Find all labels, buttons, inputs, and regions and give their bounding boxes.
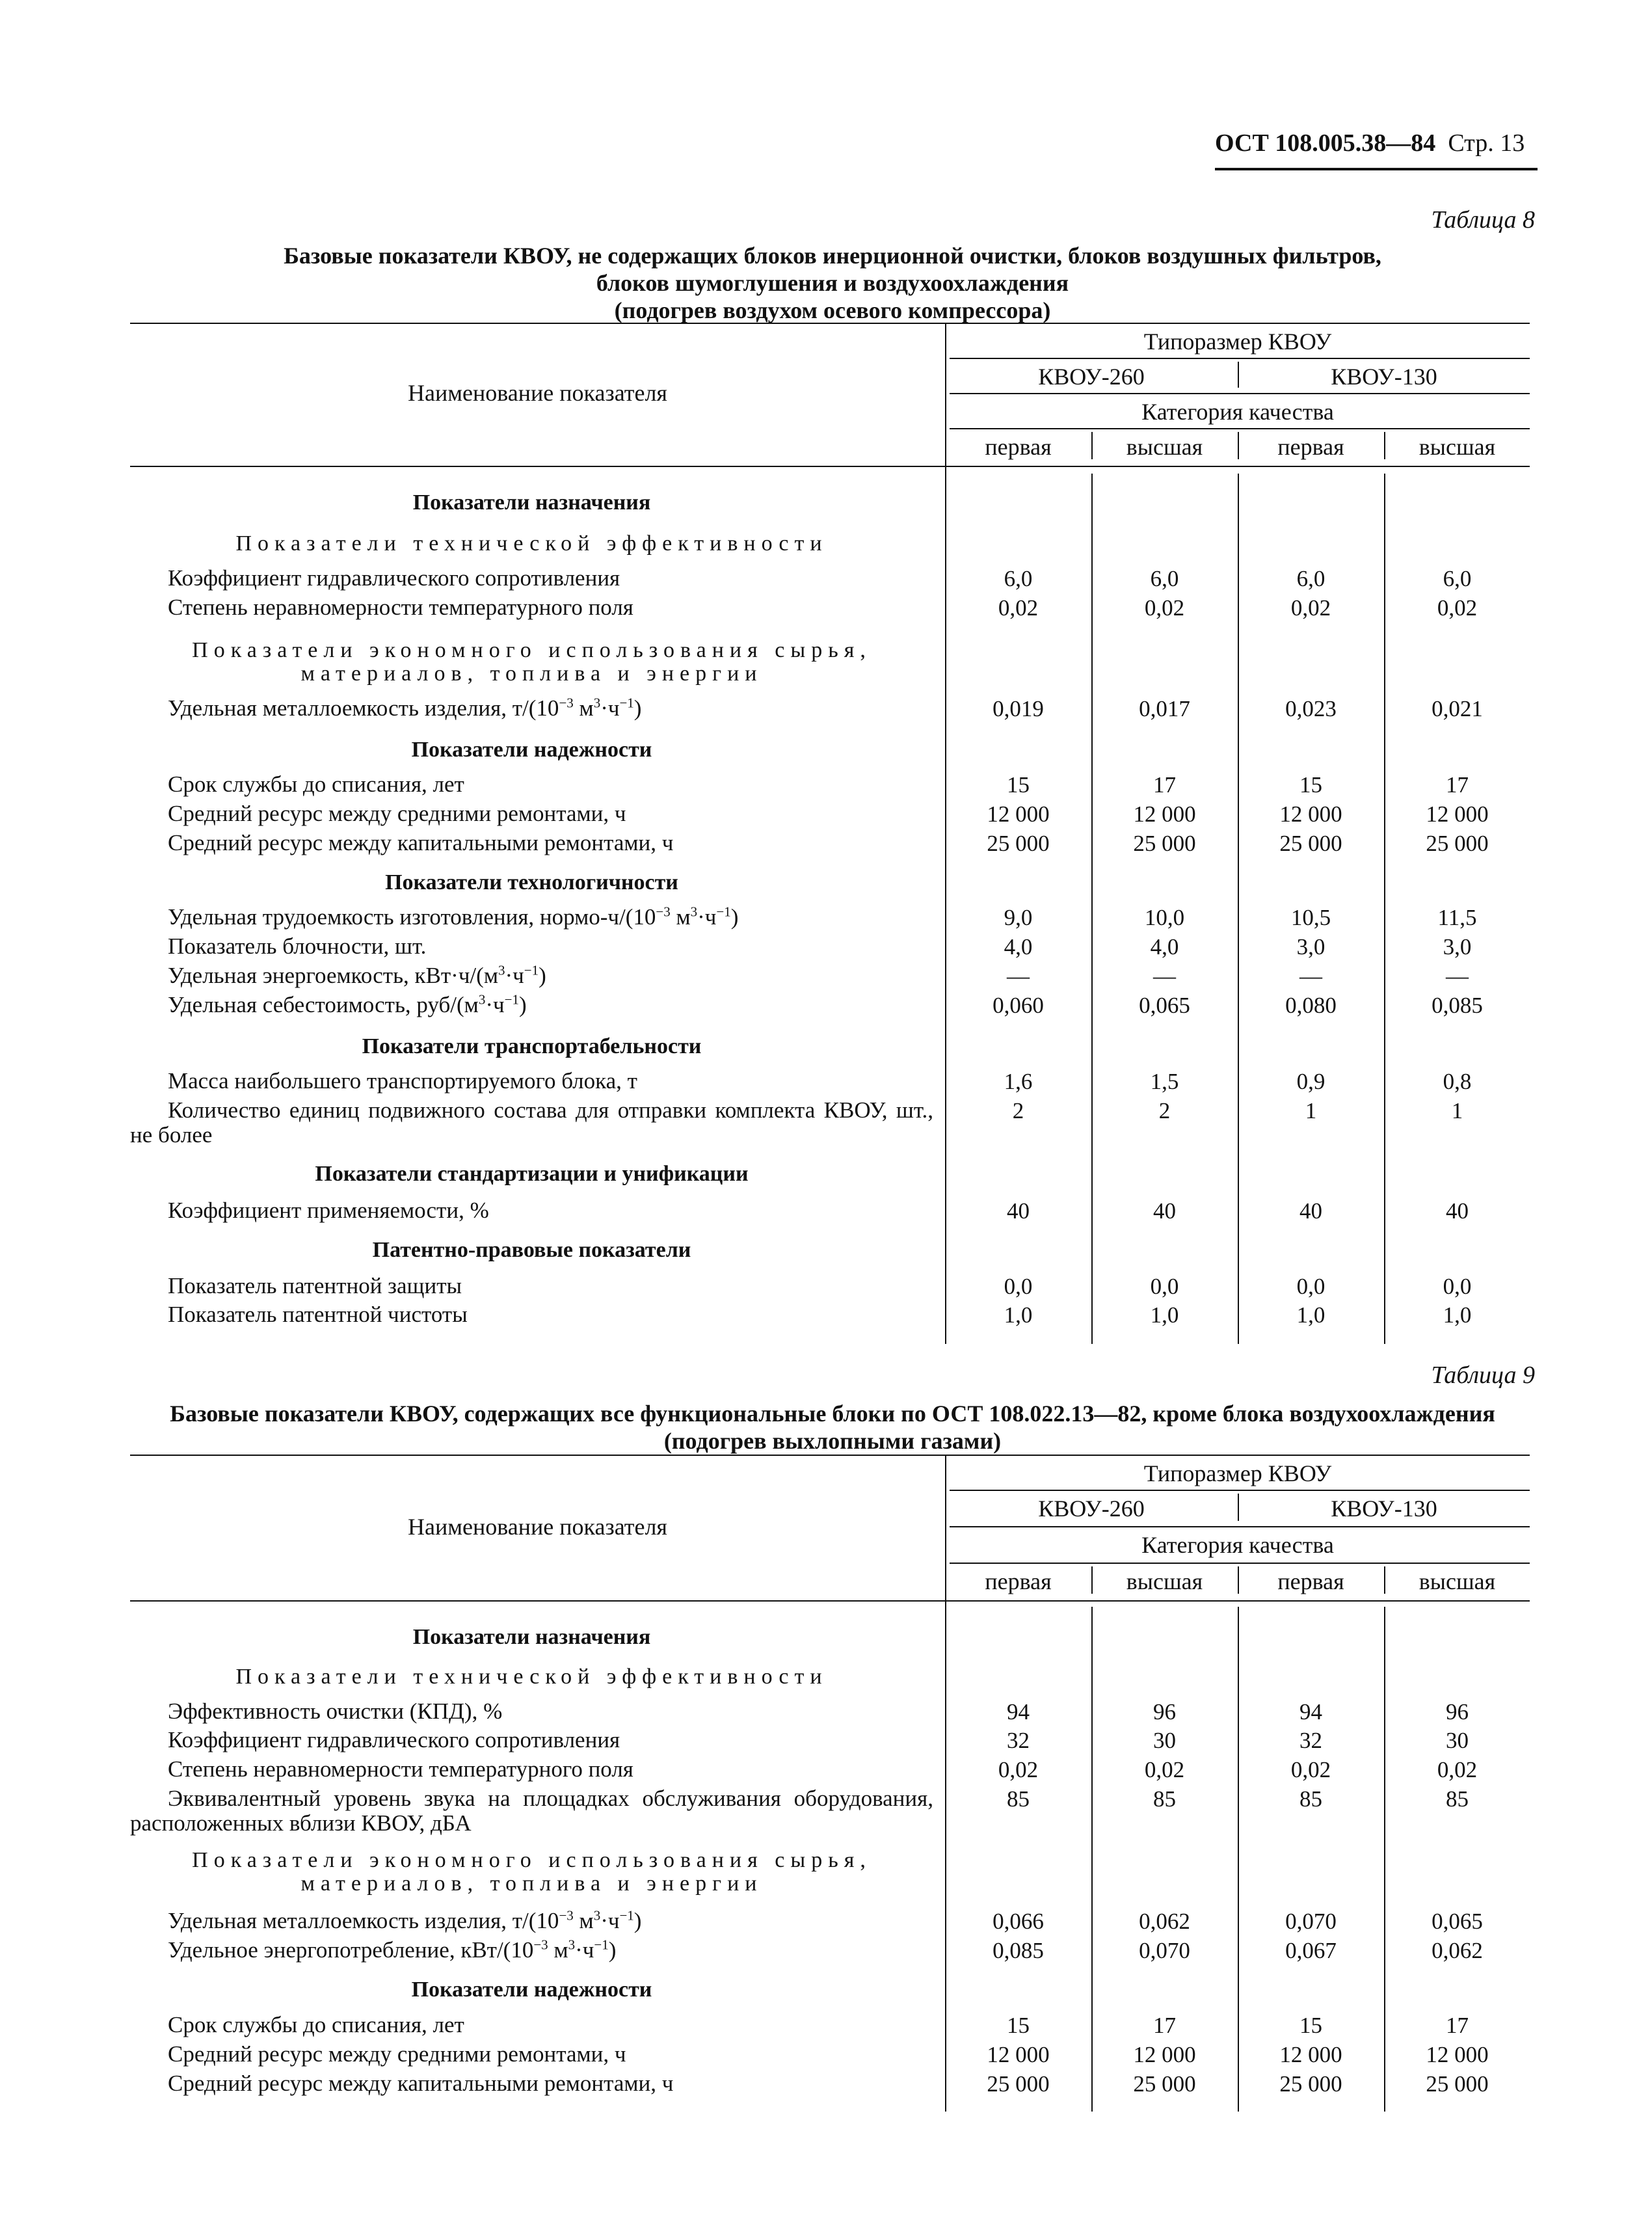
cell-value: 0,9 bbox=[1296, 1069, 1326, 1094]
cell-value: 15 bbox=[1007, 2013, 1030, 2038]
cell-value: 0,0 bbox=[1443, 1274, 1472, 1299]
cell-value: 25 000 bbox=[1279, 831, 1342, 856]
table-9-size-group-header: Типоразмер КВОУ bbox=[1143, 1460, 1332, 1486]
table-9-size-rule bbox=[950, 1490, 1530, 1491]
section-heading: Патентно-правовые показатели bbox=[372, 1238, 691, 1262]
cell-value: 12 000 bbox=[1426, 801, 1489, 827]
table-9-category-group-header: Категория качества bbox=[1141, 1532, 1334, 1558]
page-number: Стр. 13 bbox=[1448, 129, 1525, 157]
cell-value: 25 000 bbox=[1133, 831, 1196, 856]
cell-value: 0,02 bbox=[998, 595, 1039, 621]
row-label: Срок службы до списания, лет bbox=[168, 772, 464, 797]
cell-value: 40 bbox=[1446, 1198, 1469, 1224]
table-9-category-rule bbox=[950, 1563, 1530, 1564]
table-8-caption-line: Базовые показатели КВОУ, не содержащих блоков инерционной очистки, блоков воздушных фильтров, bbox=[284, 243, 1381, 269]
cell-value: 1,0 bbox=[1296, 1302, 1326, 1328]
cell-value: 6,0 bbox=[1296, 566, 1326, 591]
table-9-category-header: высшая bbox=[1126, 1568, 1203, 1594]
table-8-sizes-rule bbox=[950, 393, 1530, 394]
cell-value: 30 bbox=[1446, 1728, 1469, 1753]
row-label: Масса наибольшего транспортируемого блока, т bbox=[168, 1068, 637, 1094]
cell-value: 30 bbox=[1153, 1728, 1176, 1753]
row-label: Показатель патентной чистоты bbox=[168, 1302, 468, 1327]
cell-value: 25 000 bbox=[987, 2071, 1050, 2097]
table-8-size-header: КВОУ-260 bbox=[1038, 364, 1145, 390]
table-9-category-header: первая bbox=[985, 1568, 1052, 1594]
cell-value: 0,017 bbox=[1139, 696, 1190, 721]
table-9-caption-line: (подогрев выхлопными газами) bbox=[663, 1428, 1002, 1454]
cell-value: 11,5 bbox=[1437, 905, 1477, 930]
cell-value: 85 bbox=[1153, 1786, 1176, 1812]
row-label: Показатель патентной защиты bbox=[168, 1273, 462, 1298]
cell-value: 85 bbox=[1446, 1786, 1469, 1812]
cell-value: 25 000 bbox=[1426, 2071, 1489, 2097]
table-8-size-group-header: Типоразмер КВОУ bbox=[1143, 329, 1332, 355]
table-8-category-header: высшая bbox=[1419, 434, 1496, 460]
row-label: Степень неравномерности температурного поля bbox=[168, 1756, 633, 1782]
cell-value: 0,0 bbox=[1150, 1274, 1179, 1299]
cell-value: 10,5 bbox=[1290, 905, 1331, 930]
cell-value: 3,0 bbox=[1443, 934, 1472, 960]
cell-value: 0,0 bbox=[1004, 1274, 1033, 1299]
table-8-size-rule bbox=[950, 358, 1530, 359]
table-9-label: Таблица 9 bbox=[1431, 1362, 1535, 1389]
cell-value: 0,066 bbox=[993, 1909, 1044, 1934]
row-label: Средний ресурс между капитальными ремонтами, ч bbox=[168, 830, 674, 855]
cell-value: 3,0 bbox=[1296, 934, 1326, 960]
row-label: Эффективность очистки (КПД), % bbox=[168, 1698, 503, 1724]
cell-value: 2 bbox=[1158, 1098, 1171, 1123]
table-9-caption-line: Базовые показатели КВОУ, содержащих все функциональные блоки по ОСТ 108.022.13—82, кроме блока воздухоохлаждения bbox=[170, 1401, 1495, 1427]
cell-value: 1,0 bbox=[1004, 1302, 1033, 1328]
row-label: Удельная трудоемкость изготовления, нормо-$ч/(10^{-3}$ $м^3\cdot ч^{-1}$) bbox=[168, 904, 739, 930]
table-8-label: Таблица 8 bbox=[1431, 206, 1535, 234]
cell-value: 1,0 bbox=[1150, 1302, 1179, 1328]
table-9-top-rule bbox=[130, 1455, 1530, 1456]
row-label: Удельная энергоемкость, $кВт\cdot ч/(м^3\cdot ч^{-1})$ bbox=[168, 962, 546, 988]
cell-value: 17 bbox=[1446, 772, 1469, 798]
cell-value: 15 bbox=[1299, 2013, 1322, 2038]
cell-value: 0,065 bbox=[1432, 1909, 1483, 1934]
table-9-header-rule bbox=[130, 1600, 1530, 1602]
cell-value: 1 bbox=[1451, 1098, 1463, 1123]
row-label: Эквивалентный уровень звука на площадках обслуживания оборудования, расположенных вблизи КВОУ, дБА bbox=[130, 1786, 933, 1836]
cell-value: 94 bbox=[1007, 1699, 1030, 1725]
table-9-sizes-rule bbox=[950, 1526, 1530, 1527]
section-heading: Показатели назначения bbox=[412, 1625, 651, 1649]
cell-value: 10,0 bbox=[1144, 905, 1185, 930]
table-8-caption-line: (подогрев воздухом осевого компрессора) bbox=[614, 297, 1051, 323]
cell-value: 96 bbox=[1446, 1699, 1469, 1725]
cell-value: 1,0 bbox=[1443, 1302, 1472, 1328]
cell-value: — bbox=[1446, 963, 1469, 989]
subsection-heading: Показатели технической эффективности bbox=[235, 531, 828, 556]
cell-value: 6,0 bbox=[1443, 566, 1472, 591]
table-9-size-header: КВОУ-130 bbox=[1331, 1496, 1437, 1522]
row-label: Средний ресурс между капитальными ремонтами, ч bbox=[168, 2071, 674, 2096]
subsection-heading: Показатели экономного использования сырья, материалов, топлива и энергии bbox=[192, 1848, 872, 1896]
cell-value: 0,067 bbox=[1285, 1938, 1337, 1963]
cell-value: 15 bbox=[1299, 772, 1322, 798]
cell-value: 9,0 bbox=[1004, 905, 1033, 930]
cell-value: 96 bbox=[1153, 1699, 1176, 1725]
table-8-category-header: высшая bbox=[1126, 434, 1203, 460]
cell-value: 0,0 bbox=[1296, 1274, 1326, 1299]
cell-value: 0,085 bbox=[993, 1938, 1044, 1963]
row-label: Средний ресурс между средними ремонтами, ч bbox=[168, 2041, 626, 2067]
cell-value: 85 bbox=[1299, 1786, 1322, 1812]
cell-value: 40 bbox=[1299, 1198, 1322, 1224]
table-8-size-header: КВОУ-130 bbox=[1331, 364, 1437, 390]
row-label: Удельная себестоимость, руб/$(м^3\cdot ч^{-1})$ bbox=[168, 991, 527, 1017]
section-heading: Показатели надежности bbox=[411, 1978, 652, 2002]
cell-value: — bbox=[1007, 963, 1030, 989]
cell-value: 0,070 bbox=[1139, 1938, 1190, 1963]
page-header bbox=[1215, 129, 1538, 170]
cell-value: 17 bbox=[1446, 2013, 1469, 2038]
cell-value: 6,0 bbox=[1150, 566, 1179, 591]
row-label: Срок службы до списания, лет bbox=[168, 2012, 464, 2037]
row-label: Удельная металлоемкость изделия, $т/(10^{-3}$ $м^3\cdot ч^{-1}$) bbox=[168, 1907, 642, 1933]
cell-value: 0,02 bbox=[1290, 595, 1331, 621]
row-label: Количество единиц подвижного состава для отправки комплекта КВОУ, шт., не более bbox=[130, 1097, 933, 1148]
cell-value: 0,02 bbox=[1437, 595, 1478, 621]
cell-value: 85 bbox=[1007, 1786, 1030, 1812]
cell-value: 15 bbox=[1007, 772, 1030, 798]
cell-value: 0,060 bbox=[993, 993, 1044, 1018]
row-label: Средний ресурс между средними ремонтами, ч bbox=[168, 801, 626, 826]
cell-value: 17 bbox=[1153, 2013, 1176, 2038]
cell-value: 94 bbox=[1299, 1699, 1322, 1725]
row-label: Коэффициент гидравлического сопротивления bbox=[168, 1727, 620, 1752]
cell-value: 12 000 bbox=[987, 2042, 1050, 2067]
cell-value: 0,062 bbox=[1139, 1909, 1190, 1934]
table-8-top-rule bbox=[130, 323, 1530, 324]
cell-value: 0,085 bbox=[1432, 993, 1483, 1018]
row-label: Удельная металлоемкость изделия, $т/(10^{-3}$ $м^3\cdot ч^{-1}$) bbox=[168, 695, 642, 721]
row-label: Степень неравномерности температурного поля bbox=[168, 595, 633, 620]
cell-value: 12 000 bbox=[1426, 2042, 1489, 2067]
cell-value: 1,5 bbox=[1150, 1069, 1179, 1094]
cell-value: 0,062 bbox=[1432, 1938, 1483, 1963]
cell-value: 1,6 bbox=[1004, 1069, 1033, 1094]
table-9-caption bbox=[130, 1400, 1535, 1455]
cell-value: 32 bbox=[1299, 1728, 1322, 1753]
table-8-category-header: первая bbox=[985, 434, 1052, 460]
row-label: Показатель блочности, шт. bbox=[168, 933, 427, 959]
row-label: Удельное энергопотребление, кВт/($10^{-3}$ $м^3\cdot ч^{-1}$) bbox=[168, 1937, 617, 1963]
cell-value: 17 bbox=[1153, 772, 1176, 798]
cell-value: 0,023 bbox=[1285, 696, 1337, 721]
cell-value: 12 000 bbox=[987, 801, 1050, 827]
section-heading: Показатели транспортабельности bbox=[362, 1034, 702, 1058]
subsection-heading: Показатели технической эффективности bbox=[235, 1665, 828, 1689]
section-heading: Показатели назначения bbox=[412, 490, 651, 515]
section-heading: Показатели надежности bbox=[411, 738, 652, 762]
table-8-caption-line: блоков шумоглушения и воздухоохлаждения bbox=[596, 270, 1069, 296]
cell-value: 4,0 bbox=[1004, 934, 1033, 960]
table-8-category-rule bbox=[950, 428, 1530, 429]
cell-value: 0,8 bbox=[1443, 1069, 1472, 1094]
cell-value: 0,021 bbox=[1432, 696, 1483, 721]
cell-value: 0,019 bbox=[993, 696, 1044, 721]
cell-value: 32 bbox=[1007, 1728, 1030, 1753]
table-9-size-header: КВОУ-260 bbox=[1038, 1496, 1145, 1522]
cell-value: 40 bbox=[1153, 1198, 1176, 1224]
row-label: Коэффициент гидравлического сопротивления bbox=[168, 565, 620, 591]
cell-value: 0,080 bbox=[1285, 993, 1337, 1018]
subsection-heading: Показатели экономного использования сырья, материалов, топлива и энергии bbox=[192, 638, 872, 686]
cell-value: 0,02 bbox=[998, 1757, 1039, 1782]
table-8-category-header: первая bbox=[1277, 434, 1344, 460]
cell-value: 0,02 bbox=[1290, 1757, 1331, 1782]
cell-value: 12 000 bbox=[1279, 801, 1342, 827]
table-9-category-header: первая bbox=[1277, 1568, 1344, 1594]
cell-value: 4,0 bbox=[1150, 934, 1179, 960]
table-8-caption bbox=[130, 242, 1535, 324]
table-8-header-rule bbox=[130, 466, 1530, 467]
cell-value: — bbox=[1299, 963, 1322, 989]
cell-value: 25 000 bbox=[1426, 831, 1489, 856]
section-heading: Показатели технологичности bbox=[385, 870, 678, 894]
table-8-category-group-header: Категория качества bbox=[1141, 399, 1334, 425]
row-label: Коэффициент применяемости, % bbox=[168, 1198, 489, 1223]
cell-value: 12 000 bbox=[1279, 2042, 1342, 2067]
cell-value: 6,0 bbox=[1004, 566, 1033, 591]
table-8-name-col-header: Наименование показателя bbox=[408, 380, 667, 406]
doc-number: ОСТ 108.005.38—84 bbox=[1215, 129, 1436, 157]
cell-value: 12 000 bbox=[1133, 2042, 1196, 2067]
cell-value: 25 000 bbox=[1279, 2071, 1342, 2097]
cell-value: 0,02 bbox=[1144, 595, 1185, 621]
cell-value: 0,02 bbox=[1437, 1757, 1478, 1782]
table-9-name-col-header: Наименование показателя bbox=[408, 1514, 667, 1540]
cell-value: 40 bbox=[1007, 1198, 1030, 1224]
section-heading: Показатели стандартизации и унификации bbox=[315, 1162, 749, 1186]
cell-value: 0,065 bbox=[1139, 993, 1190, 1018]
cell-value: 1 bbox=[1305, 1098, 1317, 1123]
cell-value: 25 000 bbox=[987, 831, 1050, 856]
cell-value: 25 000 bbox=[1133, 2071, 1196, 2097]
cell-value: — bbox=[1153, 963, 1176, 989]
table-9-category-header: высшая bbox=[1419, 1568, 1496, 1594]
cell-value: 2 bbox=[1012, 1098, 1024, 1123]
cell-value: 0,070 bbox=[1285, 1909, 1337, 1934]
cell-value: 12 000 bbox=[1133, 801, 1196, 827]
cell-value: 0,02 bbox=[1144, 1757, 1185, 1782]
